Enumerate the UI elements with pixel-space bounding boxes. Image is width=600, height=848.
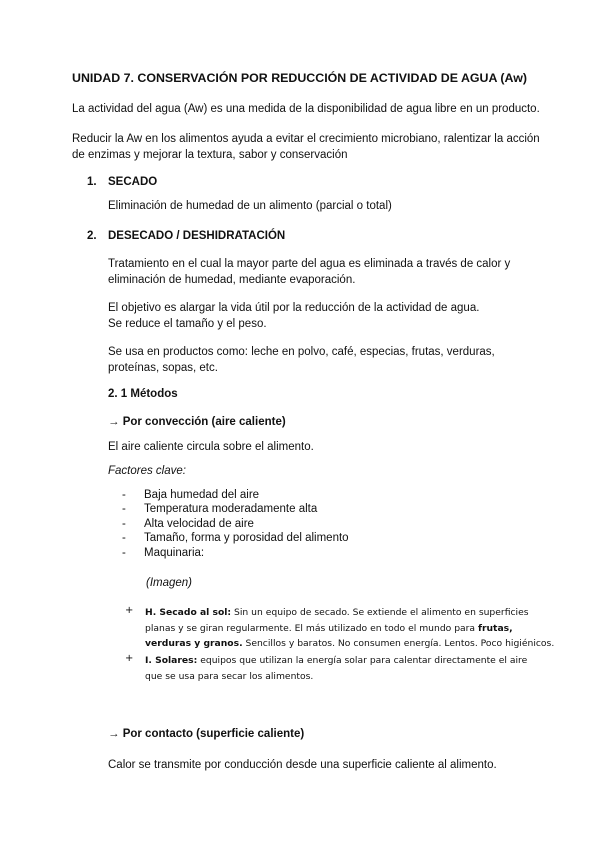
list-item: - Temperatura moderadamente alta: [122, 502, 349, 516]
list-item: - Tamaño, forma y porosidad del alimento: [122, 531, 349, 545]
bullet-text: planas y se giran regularmente. El más utilizado en todo el mundo para: [145, 622, 478, 634]
bullet-text: Sin un equipo de secado. Se extiende el alimento en superficies: [231, 607, 529, 618]
secado-text: Eliminación de humedad de un alimento (parcial o total): [108, 200, 392, 212]
text-line: [145, 636, 554, 652]
bullet-label: H. Secado al sol:: [145, 607, 232, 618]
methods-heading: 2. 1 Métodos: [108, 388, 178, 400]
conveccion-text: El aire caliente circula sobre el alimento.: [108, 441, 314, 453]
contacto-heading: → Por contacto (superficie caliente): [108, 728, 305, 740]
page-title: UNIDAD 7. CONSERVACIÓN POR REDUCCIÓN DE ACTIVIDAD DE AGUA (Aw): [72, 71, 528, 85]
text-line: El objetivo es alargar la vida útil por la reducción de la actividad de agua.: [108, 302, 480, 314]
text-line: proteínas, sopas, etc.: [108, 362, 218, 374]
bullet-label: I. Solares:: [145, 655, 198, 666]
factors-label: Factores clave:: [108, 465, 186, 477]
section-heading-secado: [87, 174, 157, 190]
text-line: [145, 605, 554, 621]
contacto-text: Calor se transmite por conducción desde una superficie caliente al alimento.: [108, 759, 497, 771]
section-heading-desecado: [87, 228, 285, 244]
bullet-text: Sencillos y baratos. No consumen energía. Lentos. Poco higiénicos.: [242, 638, 555, 650]
text-line: eliminación de humedad, mediante evaporación.: [108, 274, 356, 286]
bullet-bold-text: frutas,: [477, 622, 513, 634]
plus-bullet: +: [125, 653, 134, 664]
section-title: SECADO: [108, 176, 158, 188]
section-number: 2.: [87, 230, 97, 242]
section-number: 1.: [87, 176, 97, 188]
intro-paragraph-2: [72, 131, 540, 163]
text-line: Tratamiento en el cual la mayor parte del agua es eliminada a través de calor y: [108, 258, 511, 270]
section-title: DESECADO / DESHIDRATACIÓN: [108, 230, 286, 242]
bullet-bold-text: verduras y granos.: [145, 638, 243, 650]
text-line: que se usa para secar los alimentos.: [145, 670, 314, 682]
intro-paragraph: La actividad del agua (Aw) es una medida de la disponibilidad de agua libre en un producto.: [72, 103, 540, 115]
text-line: Se usa en productos como: leche en polvo, café, especias, frutas, verduras,: [108, 346, 495, 358]
desecado-paragraph-3: [108, 344, 495, 376]
image-placeholder: (Imagen): [146, 577, 193, 589]
list-item: - Maquinaria:: [122, 546, 349, 560]
bullet-text: equipos que utilizan la energía solar para calentar directamente el aire: [197, 655, 528, 666]
text-line: de enzimas y mejorar la textura, sabor y conservación: [72, 149, 348, 161]
text-line: Reducir la Aw en los alimentos ayuda a evitar el crecimiento microbiano, ralentizar la acción: [72, 133, 540, 145]
bullet-secado-sol: [145, 605, 554, 652]
list-item: - Baja humedad del aire: [122, 488, 349, 502]
desecado-paragraph-1: [108, 256, 510, 288]
text-line: Se reduce el tamaño y el peso.: [108, 318, 267, 330]
plus-bullet: +: [125, 605, 134, 616]
text-line: [145, 653, 527, 669]
bullet-solares: [145, 653, 527, 684]
desecado-paragraph-2: [108, 300, 479, 332]
list-item: - Alta velocidad de aire: [122, 517, 349, 531]
factors-list: [122, 488, 349, 560]
conveccion-heading: → Por convección (aire caliente): [108, 416, 286, 428]
text-line: [145, 621, 554, 637]
